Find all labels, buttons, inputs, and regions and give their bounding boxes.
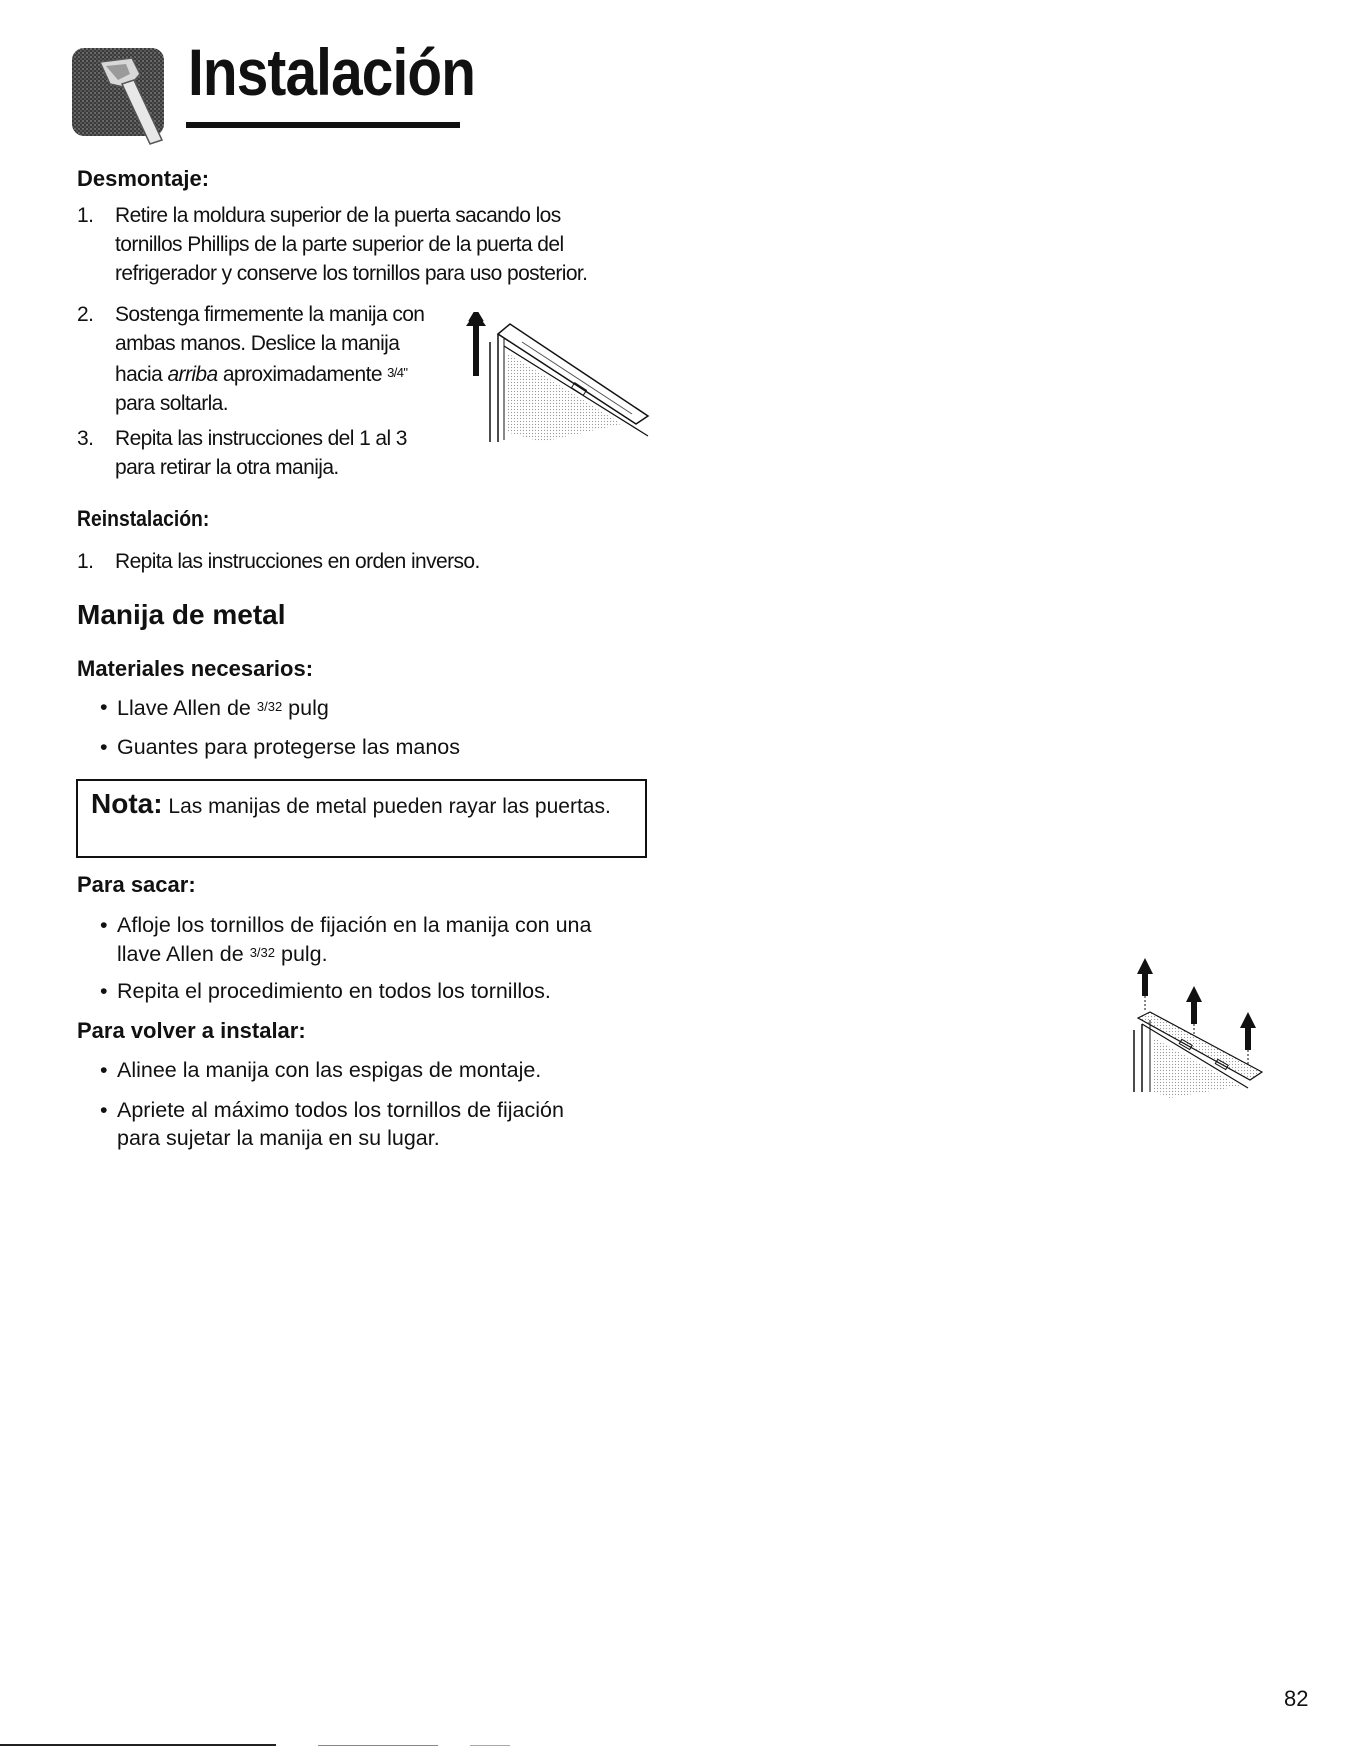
bullet-icon: • (100, 979, 108, 1003)
bottom-divider (470, 1745, 510, 1746)
list-item: • Apriete al máximo todos los tornillos de fijación para sujetar la manija en su lugar. (100, 1098, 564, 1150)
up-arrow-icon (1137, 958, 1153, 1010)
materials-heading: Materiales necesarios: (77, 656, 314, 681)
step-number: 2. (77, 303, 94, 326)
bullet-icon: • (100, 913, 108, 937)
install-heading: Para volver a instalar: (77, 1018, 306, 1043)
metal-handle-heading: Manija de metal (77, 599, 286, 630)
list-item: • Alinee la manija con las espigas de montaje. (100, 1058, 542, 1082)
desmontaje-heading: Desmontaje: (77, 166, 210, 191)
step-number: 1. (77, 204, 94, 227)
fraction: 3/32 (249, 945, 275, 960)
bottom-divider (318, 1745, 438, 1746)
step-text-line: tornillos Phillips de la parte superior de la puerta del (115, 233, 564, 256)
step-text: Repita las instrucciones en orden inverso. (115, 550, 480, 573)
list-item (77, 300, 477, 420)
handle-removal-illustration (462, 312, 652, 452)
list-item (77, 547, 577, 577)
bullet-icon: • (100, 735, 108, 759)
bullet-icon: • (100, 1058, 108, 1082)
step-text-line: hacia arriba aproximadamente 3/4" (115, 363, 408, 386)
note-text: Las manijas de metal pueden rayar las puertas. (168, 795, 611, 818)
page-number: 82 (1284, 1686, 1309, 1711)
note-box (76, 779, 647, 858)
list-item: • Llave Allen de 3/32 pulg (100, 695, 329, 720)
step-text-line: para retirar la otra manija. (115, 456, 339, 479)
bullet-icon: • (100, 695, 108, 719)
page-title: Instalación (188, 35, 476, 109)
bottom-divider (0, 1744, 276, 1746)
metal-handle-illustration (1120, 958, 1270, 1108)
fraction: 3/32 (256, 699, 283, 714)
list-item (77, 424, 477, 484)
title-underline (186, 122, 460, 128)
list-item (77, 201, 637, 291)
list-item: • Guantes para protegerse las manos (100, 735, 461, 759)
step-text-line: ambas manos. Deslice la manija (115, 332, 400, 355)
step-text-line: para soltarla. (115, 392, 228, 415)
note-label: Nota: (91, 788, 163, 819)
fraction: 3/4" (387, 365, 408, 380)
step-number: 1. (77, 550, 94, 573)
wrench-icon (70, 44, 172, 148)
remove-heading: Para sacar: (77, 872, 196, 897)
emphasis-text: arriba (167, 363, 218, 386)
list-item: • Afloje los tornillos de fijación en la manija con una llave Allen de 3/32 pulg. (100, 913, 592, 966)
step-text-line: refrigerador y conserve los tornillos para uso posterior. (115, 262, 588, 285)
step-text-line: Sostenga firmemente la manija con (115, 303, 425, 326)
bullet-icon: • (100, 1098, 108, 1122)
step-text-line: Retire la moldura superior de la puerta sacando los (115, 204, 561, 227)
list-item: • Repita el procedimiento en todos los tornillos. (100, 979, 551, 1003)
step-text-line: Repita las instrucciones del 1 al 3 (115, 427, 407, 450)
reinstalacion-heading: Reinstalación: (77, 506, 210, 531)
step-number: 3. (77, 427, 94, 450)
